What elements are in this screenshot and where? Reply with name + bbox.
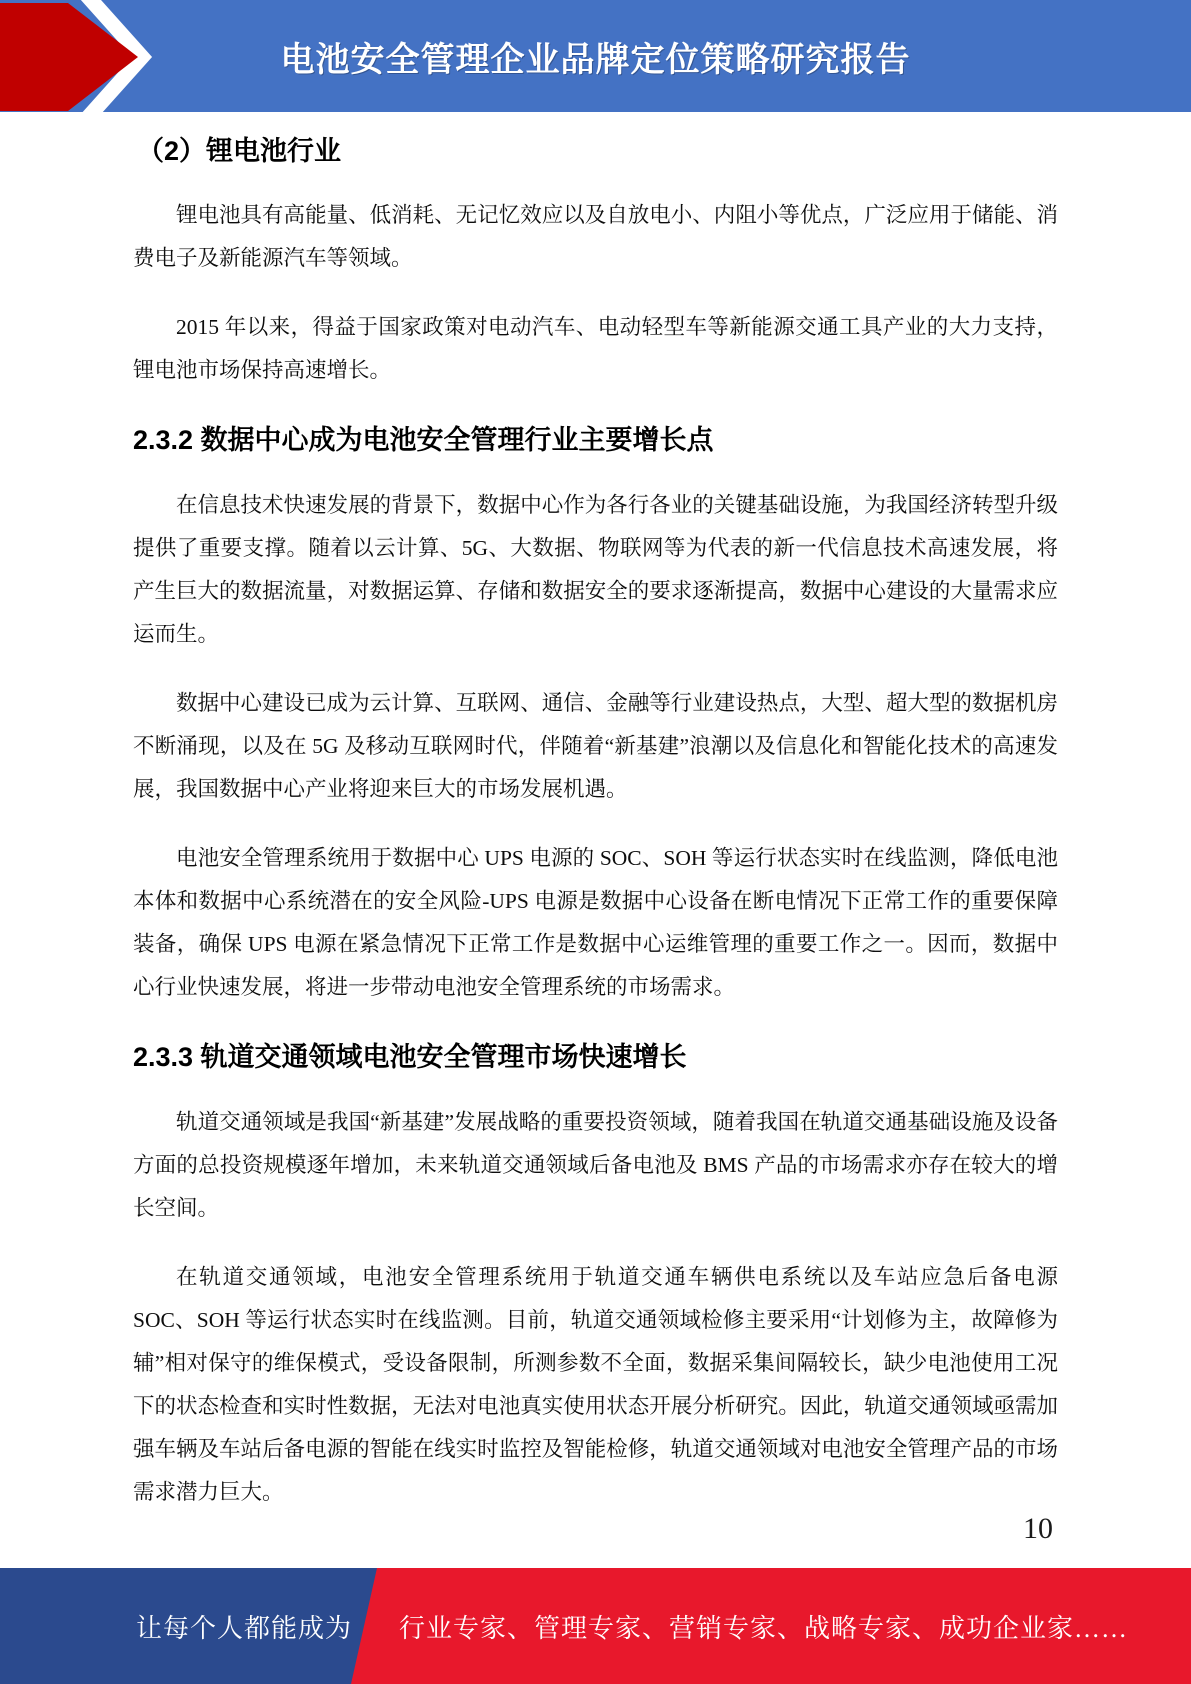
paragraph-rail-transit-investment: 轨道交通领域是我国“新基建”发展战略的重要投资领域，随着我国在轨道交通基础设施及设备方面的总投资规模逐年增加，未来轨道交通领域后备电池及 BMS 产品的市场需求亦存在较大的增长空间。 bbox=[133, 1110, 1058, 1220]
paragraph-lithium-overview: 锂电池具有高能量、低消耗、无记忆效应以及自放电小、内阻小等优点，广泛应用于储能、消费电子及新能源汽车等领域。 bbox=[133, 203, 1058, 270]
page-number: 10 bbox=[1023, 1512, 1053, 1545]
paragraph-datacenter-ups: 电池安全管理系统用于数据中心 UPS 电源的 SOC、SOH 等运行状态实时在线监测，降低电池本体和数据中心系统潜在的安全风险-UPS 电源是数据中心设备在断电情况下正常工作的重要保障装备，确保 UPS 电源在紧急情况下正常工作是数据中心运维管理的重要工作之一。因而，数据中心行业快速发展，将进一步带动电池安全管理系统的市场需求。 bbox=[133, 846, 1058, 999]
paragraph-datacenter-construction: 数据中心建设已成为云计算、互联网、通信、金融等行业建设热点，大型、超大型的数据机房不断涌现，以及在 5G 及移动互联网时代，伴随着“新基建”浪潮以及信息化和智能化技术的高速发展，我国数据中心产业将迎来巨大的市场发展机遇。 bbox=[133, 691, 1058, 801]
heading-section-2-3-3: 2.3.3 轨道交通领域电池安全管理市场快速增长 bbox=[133, 1042, 687, 1072]
report-title: 电池安全管理企业品牌定位策略研究报告 bbox=[280, 40, 911, 79]
footer-banner bbox=[0, 1568, 1191, 1684]
footer-slogan-right: 行业专家、管理专家、营销专家、战略专家、成功企业家…… bbox=[399, 1613, 1129, 1643]
page-content bbox=[133, 112, 1058, 1514]
footer-slogan-left: 让每个人都能成为 bbox=[135, 1613, 352, 1643]
paragraph-rail-transit-monitoring: 在轨道交通领域，电池安全管理系统用于轨道交通车辆供电系统以及车站应急后备电源 SOC、SOH 等运行状态实时在线监测。目前，轨道交通领域检修主要采用“计划修为主，故障修为辅”相对保守的维保模式，受设备限制，所测参数不全面，数据采集间隔较长，缺少电池使用工况下的状态检查和实时性数据，无法对电池真实使用状态开展分析研究。因此，轨道交通领域亟需加强车辆及车站后备电源的智能在线实时监控及智能检修，轨道交通领域对电池安全管理产品的市场需求潜力巨大。 bbox=[133, 1265, 1058, 1504]
paragraph-lithium-growth: 2015 年以来，得益于国家政策对电动汽车、电动轻型车等新能源交通工具产业的大力支持，锂电池市场保持高速增长。 bbox=[133, 315, 1058, 382]
heading-section-2-3-2: 2.3.2 数据中心成为电池安全管理行业主要增长点 bbox=[133, 425, 714, 455]
heading-lithium-battery-industry: （2）锂电池行业 bbox=[137, 136, 342, 166]
header-band bbox=[0, 0, 1191, 112]
paragraph-datacenter-background: 在信息技术快速发展的背景下，数据中心作为各行各业的关键基础设施，为我国经济转型升级提供了重要支撑。随着以云计算、5G、大数据、物联网等为代表的新一代信息技术高速发展，将产生巨大的数据流量，对数据运算、存储和数据安全的要求逐渐提高，数据中心建设的大量需求应运而生。 bbox=[133, 493, 1058, 646]
